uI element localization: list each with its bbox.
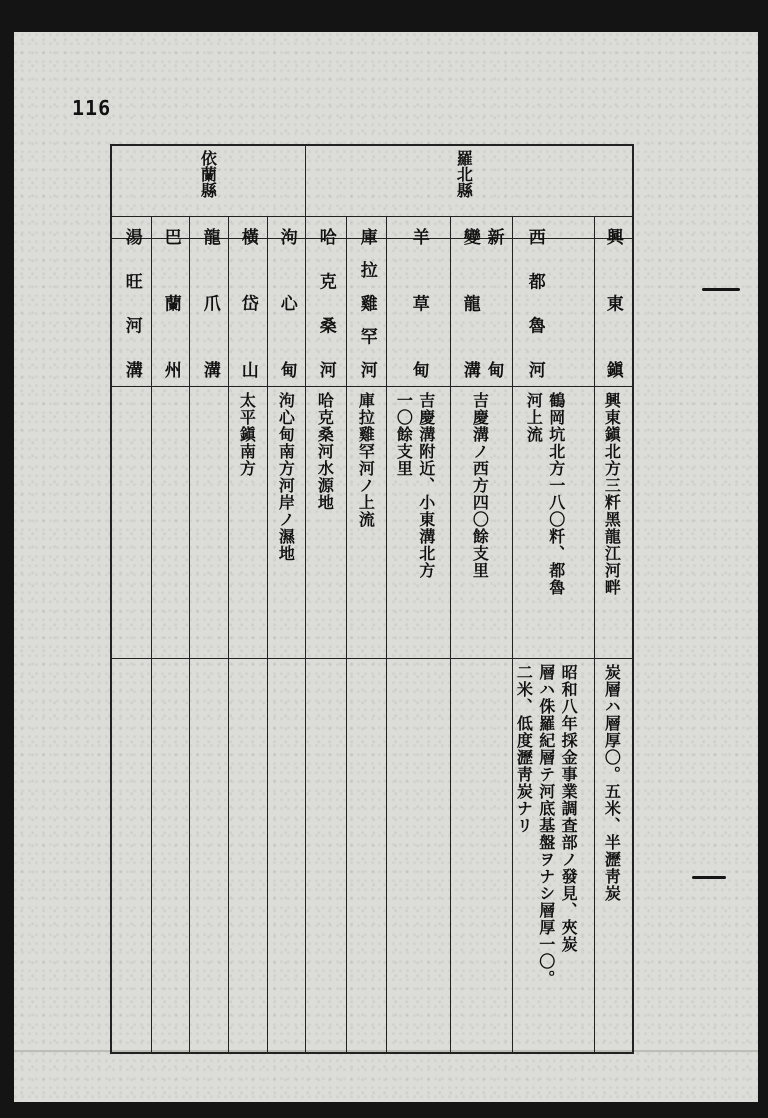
page-number: 116	[72, 96, 112, 120]
place-name: 新 甸 變龍溝	[459, 228, 504, 378]
county-label-yilan: 依蘭縣	[198, 150, 218, 198]
county-label-luobei: 羅北縣	[454, 150, 474, 198]
place-location: 哈克桑河水源地	[315, 392, 335, 511]
place-location: 吉慶溝ノ西方四〇餘支里	[470, 392, 490, 579]
data-table	[110, 144, 634, 1054]
place-location: 興東鎭北方三粁黑龍江河畔	[602, 392, 622, 596]
place-location: 泃心甸南方河岸ノ濕地	[276, 392, 296, 562]
place-note: 昭和八年採金事業調査部ノ發見、夾炭 層ハ侏羅紀層テ河底基盤ヲナシ層厚一〇。 二米、低度瀝靑炭ナリ	[514, 664, 579, 987]
place-name: 西都魯河	[524, 228, 545, 378]
place-name: 泃心甸	[276, 228, 297, 378]
place-name: 羊草甸	[408, 228, 429, 378]
place-name: 龍爪溝	[199, 228, 220, 378]
place-location: 庫拉雞罕河ノ上流	[356, 392, 376, 528]
place-location: 鶴岡坑北方一八〇粁、都魯 河上流	[524, 392, 566, 596]
margin-mark-1	[702, 288, 740, 291]
place-name: 興東鎭	[602, 228, 623, 378]
place-name: 巴蘭州	[160, 228, 181, 378]
place-location: 太平鎭南方	[237, 392, 257, 477]
margin-mark-2	[692, 876, 726, 879]
place-note: 炭層ハ層厚〇。五米、半瀝靑炭	[602, 664, 622, 902]
place-name: 橫岱山	[237, 228, 258, 378]
place-name: 庫拉雞罕河	[356, 228, 377, 378]
place-name: 哈克桑河	[315, 228, 336, 378]
place-name: 湯旺河溝	[121, 228, 142, 378]
place-location: 吉慶溝附近、小東溝北方 一〇餘支里	[394, 392, 436, 579]
